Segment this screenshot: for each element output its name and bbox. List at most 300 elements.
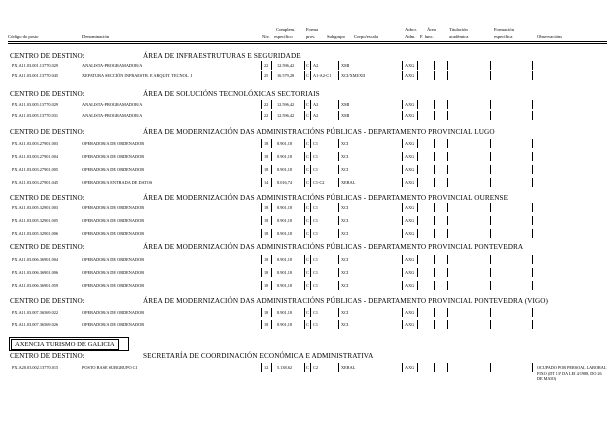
column-divider	[402, 268, 403, 277]
cell-comp: 8.901,18	[277, 167, 293, 172]
table-row	[0, 180, 615, 190]
column-divider	[447, 308, 448, 317]
column-divider	[271, 152, 272, 161]
cell-sub: C1	[313, 154, 319, 159]
cell-corpo: XERAL	[341, 365, 356, 370]
column-divider	[490, 178, 491, 187]
cell-niv: 18	[264, 322, 269, 327]
column-divider	[490, 255, 491, 264]
column-divider	[338, 111, 339, 120]
cell-name: OPERADOR/A DE ORDENADOR	[82, 283, 145, 288]
column-divider	[402, 281, 403, 290]
column-divider	[447, 363, 448, 372]
column-divider	[261, 71, 262, 80]
header-pfunc: F. func.	[420, 34, 434, 39]
column-divider	[271, 178, 272, 187]
column-divider	[417, 363, 418, 372]
header-titulacion: Titulación	[449, 27, 468, 32]
column-divider	[261, 268, 262, 277]
column-divider	[261, 152, 262, 161]
cell-name: OPERADOR/A DE ORDENADOR	[82, 154, 145, 159]
header-area: Área	[427, 27, 436, 32]
column-divider	[338, 281, 339, 290]
cell-forma: C	[306, 180, 309, 185]
cell-adm: AXG	[405, 310, 415, 315]
column-divider	[447, 216, 448, 225]
cell-corpo: XMI	[341, 113, 350, 118]
header-observacions: Observacións	[537, 34, 563, 39]
cell-niv: 18	[264, 257, 269, 262]
cell-corpo: XCI	[341, 257, 349, 262]
column-divider	[271, 165, 272, 174]
column-divider	[434, 281, 435, 290]
column-divider	[434, 255, 435, 264]
cell-sub: C1	[313, 270, 319, 275]
column-divider	[434, 71, 435, 80]
cell-comp: 5.138,62	[277, 365, 293, 370]
cell-adm: AXG	[405, 63, 415, 68]
cell-niv: 18	[264, 310, 269, 315]
centro-destino-title: ÁREA DE MODERNIZACIÓN DAS ADMINISTRACIÓNS PÚBLICAS - DEPARTAMENTO PROVINCIAL PONTEVEDRA	[143, 243, 524, 251]
column-divider	[338, 320, 339, 329]
column-divider	[402, 229, 403, 238]
column-divider	[434, 308, 435, 317]
column-divider	[490, 100, 491, 109]
cell-forma: C	[306, 154, 309, 159]
column-divider	[434, 216, 435, 225]
column-divider	[304, 255, 305, 264]
centro-destino-label: CENTRO DE DESTINO:	[10, 52, 85, 60]
column-divider	[261, 178, 262, 187]
cell-adm: AXG	[405, 365, 415, 370]
column-divider	[261, 139, 262, 148]
cell-name: OPERADOR/A DE ORDENADOR	[82, 310, 145, 315]
column-divider	[490, 281, 491, 290]
cell-forma: C	[306, 283, 309, 288]
column-divider	[532, 363, 533, 372]
cell-forma: C	[306, 113, 309, 118]
cell-sub: C1	[313, 205, 319, 210]
cell-comp: 8.901,18	[277, 270, 293, 275]
column-divider	[310, 363, 311, 372]
cell-name: POSTO BASE SUBGRUPO C1	[82, 365, 138, 370]
cell-forma: C	[306, 63, 309, 68]
cell-code: PX.A11.03.007.36569.026	[12, 322, 59, 327]
cell-comp: 8.901,18	[277, 141, 293, 146]
column-divider	[271, 255, 272, 264]
cell-code: PX.A11.03.005.13770.031	[12, 113, 59, 118]
column-divider	[447, 178, 448, 187]
table-row	[0, 283, 615, 293]
column-divider	[338, 363, 339, 372]
cell-name: OPERADOR/A DE ORDENADOR	[82, 257, 145, 262]
cell-corpo: XCI	[341, 218, 349, 223]
cell-sub: A1-A2-C1	[313, 73, 332, 78]
cell-adm: AXG	[405, 218, 415, 223]
cell-code: PX.A20.03.002.13770.015	[12, 365, 59, 370]
table-row	[0, 141, 615, 151]
cell-comp: 12.596,42	[277, 102, 295, 107]
column-divider	[310, 281, 311, 290]
centro-destino-title: ÁREA DE MODERNIZACIÓN DAS ADMINISTRACIÓNS PÚBLICAS - DEPARTAMENTO PROVINCIAL OURENSE	[143, 194, 509, 202]
cell-forma: C	[306, 310, 309, 315]
header-forma: Forma	[306, 27, 318, 32]
column-divider	[271, 268, 272, 277]
column-divider	[532, 71, 533, 80]
cell-niv: 18	[264, 218, 269, 223]
column-divider	[417, 139, 418, 148]
header-denominacion: Denominación	[82, 34, 110, 39]
column-divider	[338, 268, 339, 277]
table-row	[0, 113, 615, 123]
column-divider	[490, 216, 491, 225]
cell-name: ANALISTA-PROGRAMADOR/A	[82, 102, 143, 107]
column-divider	[490, 229, 491, 238]
column-divider	[271, 229, 272, 238]
cell-comp: 8.016,74	[277, 180, 293, 185]
column-divider	[532, 216, 533, 225]
column-divider	[434, 165, 435, 174]
cell-code: PX.A11.03.001.13770.045	[12, 73, 59, 78]
column-divider	[532, 281, 533, 290]
table-row	[0, 154, 615, 164]
column-divider	[402, 111, 403, 120]
cell-corpo: XCI/XMI/XII	[341, 73, 366, 78]
column-divider	[271, 111, 272, 120]
column-divider	[434, 203, 435, 212]
cell-comp: 8.901,18	[277, 322, 293, 327]
table-row	[0, 218, 615, 228]
cell-niv: 18	[264, 205, 269, 210]
column-divider	[417, 281, 418, 290]
cell-name: XEFATURA SECCIÓN INFRAESTR. E ARQUIT. TECNOL. I	[82, 73, 192, 78]
cell-corpo: XMI	[341, 63, 350, 68]
column-divider	[271, 308, 272, 317]
column-divider	[261, 363, 262, 372]
cell-forma: C	[306, 270, 309, 275]
cell-code: PX.A11.03.007.36569.022	[12, 310, 59, 315]
column-divider	[434, 178, 435, 187]
cell-corpo: XCI	[341, 205, 349, 210]
column-divider	[532, 111, 533, 120]
column-divider	[271, 71, 272, 80]
cell-code: PX.A11.03.006.36901.059	[12, 283, 59, 288]
header-prov: prov.	[306, 34, 316, 39]
column-divider	[304, 139, 305, 148]
column-divider	[271, 61, 272, 70]
header-subgrupo: Subgrupo	[327, 34, 345, 39]
table-row	[0, 257, 615, 267]
table-row	[0, 73, 615, 83]
cell-code: PX.A11.03.003.27901.005	[12, 167, 59, 172]
column-divider	[417, 165, 418, 174]
column-divider	[310, 268, 311, 277]
cell-corpo: XCI	[341, 310, 349, 315]
cell-corpo: XCI	[341, 283, 349, 288]
agency-box: AXENCIA TURISMO DE GALICIA	[11, 339, 119, 350]
cell-corpo: XCI	[341, 167, 349, 172]
column-divider	[434, 100, 435, 109]
cell-sub: A2	[313, 63, 319, 68]
cell-name: OPERADOR/A DE ORDENADOR	[82, 205, 145, 210]
column-divider	[261, 281, 262, 290]
cell-forma: C	[306, 205, 309, 210]
column-divider	[434, 61, 435, 70]
column-divider	[310, 61, 311, 70]
header-academica: académica	[449, 34, 469, 39]
cell-comp: 8.901,18	[277, 205, 293, 210]
column-divider	[447, 268, 448, 277]
table-row	[0, 102, 615, 112]
column-divider	[490, 268, 491, 277]
centro-destino-label: CENTRO DE DESTINO:	[10, 352, 85, 360]
column-divider	[417, 152, 418, 161]
header-rule	[8, 41, 607, 42]
column-divider	[417, 71, 418, 80]
cell-sub: C1	[313, 218, 319, 223]
column-divider	[261, 165, 262, 174]
cell-code: PX.A11.03.003.27901.045	[12, 180, 59, 185]
cell-niv: 18	[264, 141, 269, 146]
column-divider	[304, 320, 305, 329]
column-divider	[402, 255, 403, 264]
cell-code: PX.A11.03.006.36901.004	[12, 257, 59, 262]
column-divider	[271, 216, 272, 225]
cell-name: OPERADOR/A DE ORDENADOR	[82, 322, 145, 327]
cell-forma: C	[306, 218, 309, 223]
cell-code: PX.A11.03.001.13770.029	[12, 63, 59, 68]
column-divider	[271, 363, 272, 372]
cell-niv: 18	[264, 167, 269, 172]
table-row	[0, 310, 615, 320]
cell-adm: AXG	[405, 205, 415, 210]
cell-name: OPERADOR/A DE ORDENADOR	[82, 270, 145, 275]
cell-niv: 18	[264, 270, 269, 275]
header-formacion: Formación	[494, 27, 514, 32]
column-divider	[417, 111, 418, 120]
column-divider	[310, 71, 311, 80]
column-divider	[532, 320, 533, 329]
column-divider	[310, 139, 311, 148]
cell-adm: AXG	[405, 283, 415, 288]
table-row	[0, 63, 615, 73]
column-divider	[310, 152, 311, 161]
cell-corpo: XCI	[341, 154, 349, 159]
column-divider	[338, 152, 339, 161]
cell-sub: C1-C2	[313, 180, 325, 185]
column-divider	[434, 139, 435, 148]
header-niv: Niv.	[262, 34, 270, 39]
column-divider	[402, 216, 403, 225]
column-divider	[417, 229, 418, 238]
column-divider	[310, 229, 311, 238]
header-especifico: específico	[274, 34, 293, 39]
table-row	[0, 365, 615, 381]
column-divider	[532, 139, 533, 148]
cell-sub: C1	[313, 141, 319, 146]
column-divider	[310, 216, 311, 225]
column-divider	[261, 61, 262, 70]
column-divider	[417, 268, 418, 277]
cell-code: PX.A11.03.003.27901.003	[12, 141, 59, 146]
column-divider	[532, 308, 533, 317]
column-divider	[417, 178, 418, 187]
column-divider	[434, 268, 435, 277]
cell-name: OPERADOR/A DE ORDENADOR	[82, 141, 145, 146]
header-adm: Adm.	[405, 34, 416, 39]
column-divider	[261, 111, 262, 120]
cell-niv: 18	[264, 283, 269, 288]
column-divider	[402, 61, 403, 70]
column-divider	[490, 139, 491, 148]
column-divider	[338, 203, 339, 212]
column-divider	[434, 229, 435, 238]
column-divider	[304, 229, 305, 238]
centro-destino-title: ÁREA DE INFRAESTRUTURAS E SEGURIDADE	[143, 52, 301, 60]
cell-niv: 12	[264, 365, 269, 370]
column-divider	[338, 229, 339, 238]
cell-niv: 18	[264, 231, 269, 236]
cell-adm: AXG	[405, 154, 415, 159]
cell-sub: C1	[313, 257, 319, 262]
header-adscr: Adscr.	[405, 27, 417, 32]
column-divider	[304, 61, 305, 70]
cell-sub: C1	[313, 231, 319, 236]
column-divider	[261, 320, 262, 329]
column-divider	[417, 100, 418, 109]
column-divider	[490, 152, 491, 161]
cell-sub: C1	[313, 167, 319, 172]
column-divider	[447, 255, 448, 264]
cell-forma: C	[306, 257, 309, 262]
cell-comp: 8.901,18	[277, 154, 293, 159]
cell-comp: 16.579,28	[277, 73, 295, 78]
cell-forma: C	[306, 322, 309, 327]
column-divider	[447, 61, 448, 70]
cell-name: OPERADOR/A DE ORDENADOR	[82, 167, 145, 172]
cell-sub: C1	[313, 283, 319, 288]
column-divider	[402, 308, 403, 317]
column-divider	[338, 71, 339, 80]
centro-destino-title: ÁREA DE SOLUCIÓNS TECNOLÓXICAS SECTORIAIS	[143, 90, 320, 98]
column-divider	[261, 308, 262, 317]
column-divider	[261, 203, 262, 212]
column-divider	[490, 203, 491, 212]
cell-niv: 22	[264, 113, 269, 118]
column-divider	[338, 61, 339, 70]
cell-corpo: XERAL	[341, 180, 356, 185]
cell-adm: AXG	[405, 231, 415, 236]
column-divider	[447, 139, 448, 148]
cell-comp: 12.596,42	[277, 113, 295, 118]
table-row	[0, 167, 615, 177]
column-divider	[338, 216, 339, 225]
column-divider	[310, 178, 311, 187]
column-divider	[532, 268, 533, 277]
column-divider	[304, 281, 305, 290]
cell-name: OPERADOR/A DE ORDENADOR	[82, 231, 145, 236]
cell-comp: 8.901,18	[277, 231, 293, 236]
cell-adm: AXG	[405, 322, 415, 327]
column-divider	[304, 268, 305, 277]
column-divider	[304, 203, 305, 212]
column-divider	[402, 203, 403, 212]
cell-sub: C2	[313, 365, 319, 370]
cell-name: ANALISTA-PROGRAMADOR/A	[82, 63, 143, 68]
column-divider	[402, 71, 403, 80]
column-divider	[434, 111, 435, 120]
column-divider	[271, 281, 272, 290]
centro-destino-title: SECRETARÍA DE COORDINACIÓN ECONÓMICA E ADMINISTRATIVA	[143, 352, 374, 360]
column-divider	[261, 255, 262, 264]
cell-niv: 25	[264, 73, 269, 78]
column-divider	[304, 178, 305, 187]
column-divider	[338, 139, 339, 148]
cell-sub: A2	[313, 102, 319, 107]
cell-code: PX.A11.03.005.32901.005	[12, 218, 59, 223]
cell-forma: C	[306, 102, 309, 107]
cell-forma: C	[306, 365, 309, 370]
cell-code: PX.A11.03.005.32901.003	[12, 205, 59, 210]
header-corpo: Corpo/escala	[354, 34, 378, 39]
cell-comp: 12.596,42	[277, 63, 295, 68]
cell-niv: 18	[264, 154, 269, 159]
column-divider	[310, 320, 311, 329]
centro-destino-label: CENTRO DE DESTINO:	[10, 243, 85, 251]
column-divider	[447, 229, 448, 238]
column-divider	[490, 363, 491, 372]
cell-code: PX.A11.03.006.36901.006	[12, 270, 59, 275]
cell-corpo: XMI	[341, 102, 350, 107]
column-divider	[532, 61, 533, 70]
cell-adm: AXG	[405, 113, 415, 118]
column-divider	[417, 255, 418, 264]
cell-forma: C	[306, 231, 309, 236]
column-divider	[310, 203, 311, 212]
column-divider	[447, 111, 448, 120]
column-divider	[304, 165, 305, 174]
column-divider	[402, 139, 403, 148]
column-divider	[402, 165, 403, 174]
column-divider	[402, 363, 403, 372]
column-divider	[310, 255, 311, 264]
table-row	[0, 231, 615, 241]
column-divider	[338, 255, 339, 264]
cell-forma: C	[306, 167, 309, 172]
column-divider	[447, 100, 448, 109]
cell-comp: 8.901,18	[277, 310, 293, 315]
column-divider	[417, 320, 418, 329]
cell-corpo: XCI	[341, 270, 349, 275]
cell-comp: 8.901,18	[277, 257, 293, 262]
column-divider	[402, 100, 403, 109]
centro-destino-label: CENTRO DE DESTINO:	[10, 297, 85, 305]
column-divider	[271, 139, 272, 148]
table-row	[0, 270, 615, 280]
centro-destino-title: ÁREA DE MODERNIZACIÓN DAS ADMINISTRACIÓNS PÚBLICAS - DEPARTAMENTO PROVINCIAL PONTEVEDRA (VIGO)	[143, 297, 549, 305]
centro-destino-label: CENTRO DE DESTINO:	[10, 194, 85, 202]
column-divider	[434, 320, 435, 329]
column-divider	[310, 100, 311, 109]
column-divider	[490, 320, 491, 329]
cell-adm: AXG	[405, 180, 415, 185]
cell-adm: AXG	[405, 73, 415, 78]
cell-comp: 8.901,18	[277, 218, 293, 223]
cell-code: PX.A11.03.003.27901.004	[12, 154, 59, 159]
cell-corpo: XCI	[341, 231, 349, 236]
cell-adm: AXG	[405, 270, 415, 275]
column-divider	[532, 229, 533, 238]
